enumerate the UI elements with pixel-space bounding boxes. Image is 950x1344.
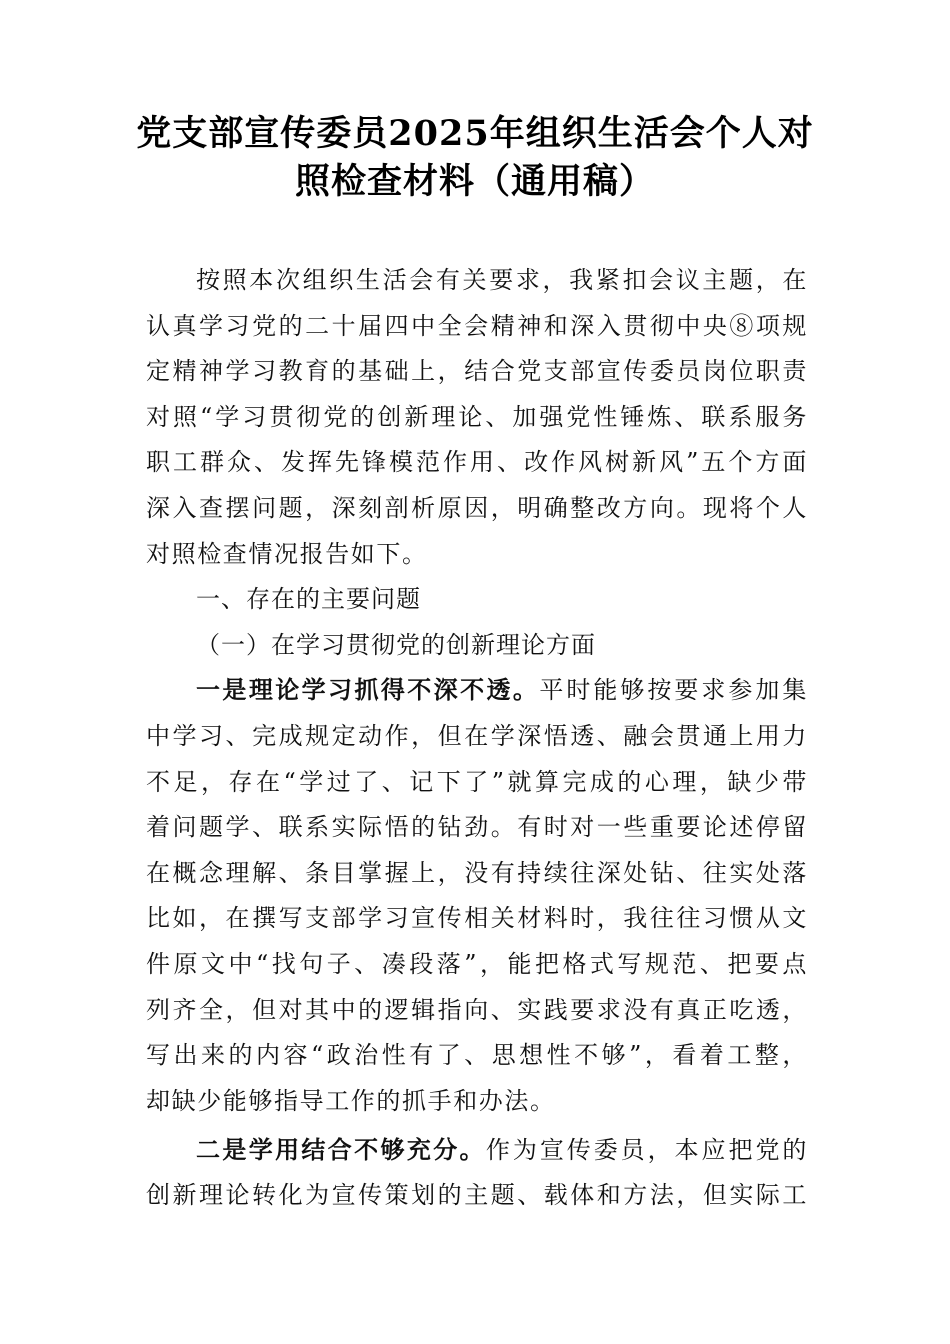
point-one-line: 着问题学、联系实际悟的钻劲。有时对一些重要论述停留	[146, 813, 808, 842]
intro-line: 职工群众、发挥先锋模范作用、改作风树新风”五个方面	[146, 448, 808, 477]
document-body	[146, 258, 808, 1219]
point-one-line: 却缺少能够指导工作的抓手和办法。	[146, 1086, 556, 1115]
point-two-first-line	[146, 1128, 808, 1174]
point-one-line: 列齐全，但对其中的逻辑指向、实践要求没有真正吃透，	[146, 995, 808, 1024]
intro-line: 定精神学习教育的基础上，结合党支部宣传委员岗位职责	[146, 357, 808, 386]
point-one-line: 不足，存在“学过了、记下了”就算完成的心理，缺少带	[146, 767, 808, 796]
document-title	[120, 110, 830, 206]
point-two-first-text: 作为宣传委员，本应把党的	[485, 1135, 809, 1164]
point-one-line: 中学习、完成规定动作，但在学深悟透、融会贯通上用力	[146, 721, 808, 750]
point-one-first-text: 平时能够按要求参加集	[539, 676, 809, 705]
intro-line: 认真学习党的二十届四中全会精神和深入贯彻中央⑧项规	[146, 311, 808, 340]
point-two-paragraph	[146, 1128, 808, 1219]
title-line: 党支部宣传委员2025年组织生活会个人对	[136, 113, 814, 154]
point-one-paragraph	[146, 668, 808, 1124]
point-one-line: 写出来的内容“政治性有了、思想性不够”，看着工整，	[146, 1041, 808, 1070]
point-two-lead: 二是学用结合不够充分。	[196, 1135, 486, 1164]
point-one-line: 在概念理解、条目掌握上，没有持续往深处钻、往实处落	[146, 858, 808, 887]
point-one-line: 比如，在撰写支部学习宣传相关材料时，我往往习惯从文	[146, 904, 808, 933]
intro-line: 对照“学习贯彻党的创新理论、加强党性锤炼、联系服务	[146, 402, 808, 431]
section-heading: 一、存在的主要问题	[196, 585, 421, 614]
title-line: 照检查材料（通用稿）	[294, 161, 655, 202]
intro-line: 按照本次组织生活会有关要求，我紧扣会议主题，在	[196, 266, 808, 294]
point-one-first-line	[146, 668, 808, 714]
point-one-lead: 一是理论学习抓得不深不透。	[196, 676, 540, 705]
point-two-line: 创新理论转化为宣传策划的主题、载体和方法，但实际工	[146, 1181, 808, 1210]
intro-line: 对照检查情况报告如下。	[146, 539, 428, 568]
point-one-line: 件原文中“找句子、凑段落”，能把格式写规范、把要点	[146, 949, 808, 978]
intro-line: 深入查摆问题，深刻剖析原因，明确整改方向。现将个人	[146, 493, 808, 522]
intro-paragraph	[146, 258, 808, 577]
subsection-heading: （一）在学习贯彻党的创新理论方面	[196, 630, 596, 659]
